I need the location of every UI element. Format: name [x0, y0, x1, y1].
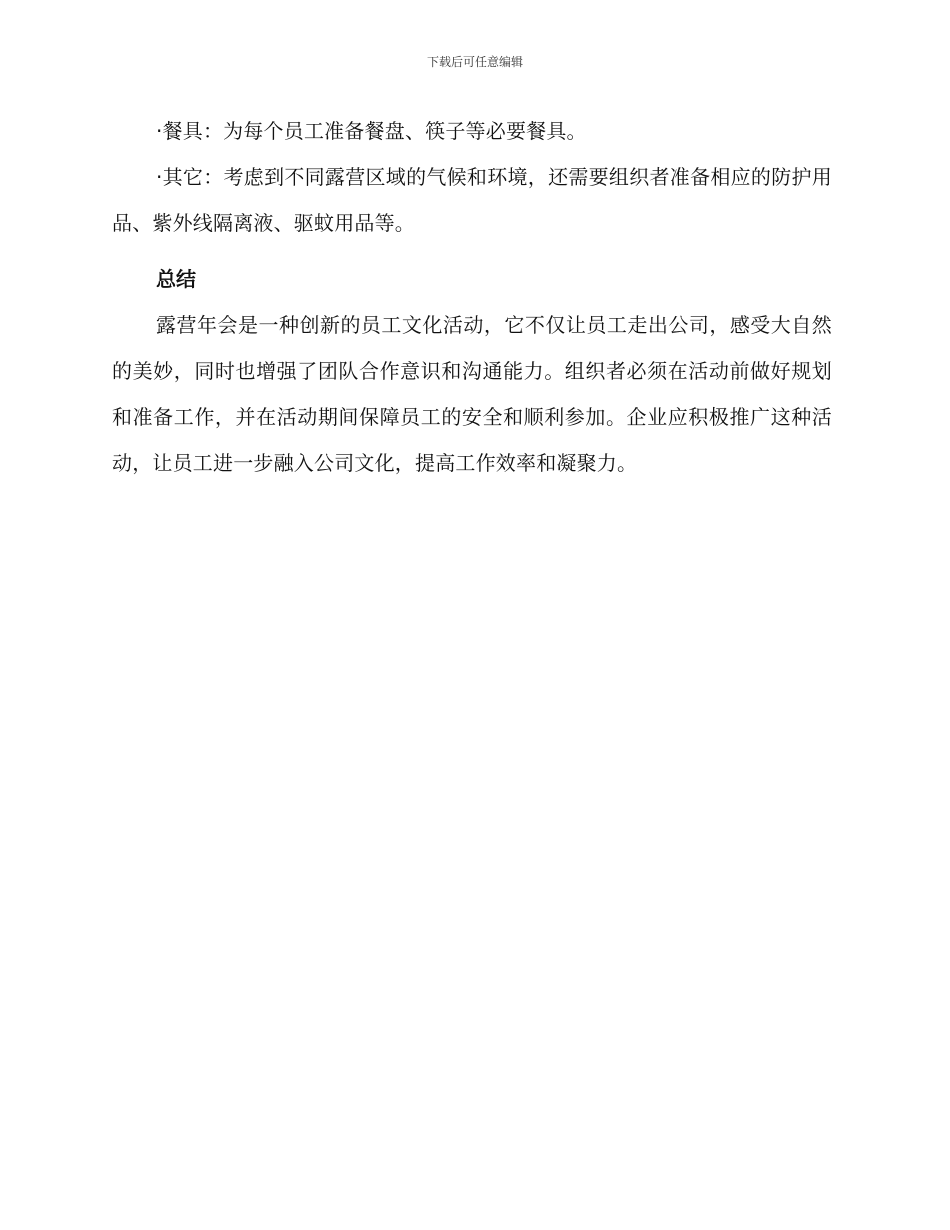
- summary-paragraph: 露营年会是一种创新的员工文化活动，它不仅让员工走出公司，感受大自然的美妙，同时也增强了团队合作意识和沟通能力。组织者必须在活动前做好规划和准备工作，并在活动期间保障员工的安全和顺利参加。企业应积极推广这种活动，让员工进一步融入公司文化，提高工作效率和凝聚力。: [112, 313, 832, 475]
- page-header: 下载后可任意编辑: [426, 55, 523, 69]
- document-body: [112, 108, 832, 486]
- bullet-other: ·其它：考虑到不同露营区域的气候和环境，还需要组织者准备相应的防护用品、紫外线隔离液、驱蚊用品等。: [112, 165, 832, 235]
- summary-heading: 总结: [156, 267, 196, 291]
- bullet-tableware: ·餐具：为每个员工准备餐盘、筷子等必要餐具。: [156, 119, 587, 143]
